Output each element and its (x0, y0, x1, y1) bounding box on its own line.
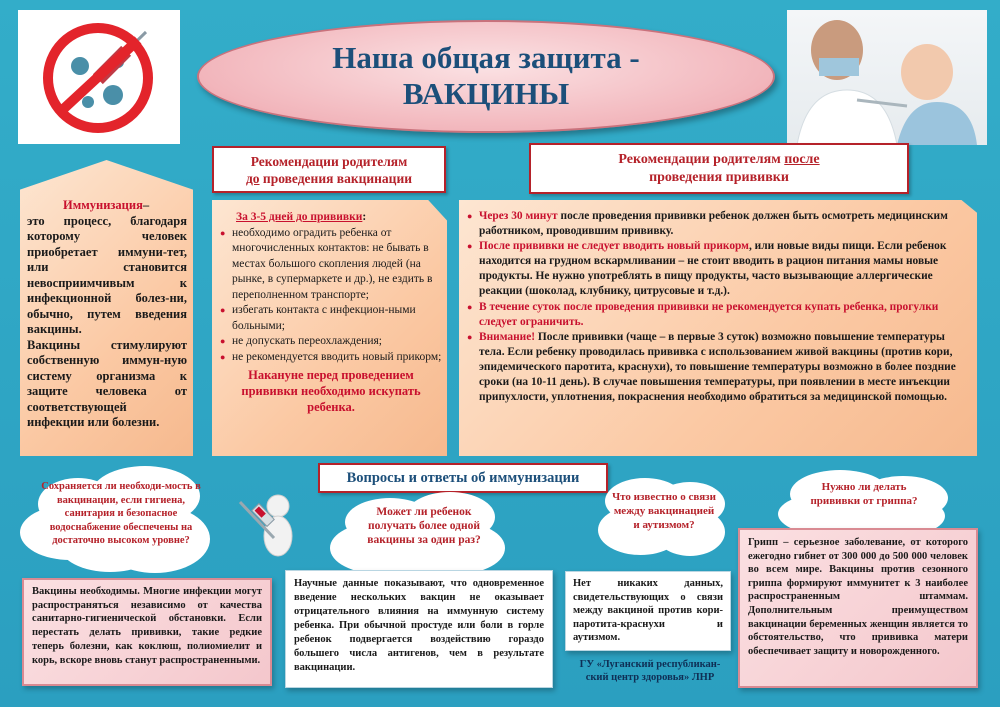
before-item: ● необходимо оградить ребенка от многочисленных контактов: не бывать в местах большого скопления людей (на рынке, в супермаркете и др.), не ездить в переполненном транспорте; (220, 226, 442, 304)
question-1: Сохраняется ли необходи-мость в вакцинации, если гигиена, санитария и безопасное водоснабжение обеспечены на достаточно высоком уровне? (41, 481, 201, 546)
immunization-term: Иммунизация (63, 198, 143, 212)
question-3: Что известно о связи между вакцинацией и аутизмом? (612, 491, 716, 531)
question-4: Нужно ли делать прививки от гриппа? (810, 481, 918, 507)
title-line-1: Наша общая защита - (332, 40, 640, 75)
before-content: За 3-5 дней до прививки: ● необходимо оградить ребенка от многочисленных контактов: не бывать в местах большого скопления людей (на рынке, в супермаркете и др.), не ездить в переполненном транспорте; ● избегать контакта с инфекцион-ными больными; ● не допускать переохлаждения; ● не рекомендуется вводить новый прикорм; Накануне перед проведением прививки необходимо искупать ребенка. (220, 210, 442, 415)
syringe-figure-icon (234, 492, 302, 564)
before-item: ● не рекомендуется вводить новый прикорм; (220, 350, 442, 366)
after-item: ● В течение суток после проведения прививки не рекомендуется купать ребенка, прогулки следует ограничить. (467, 300, 969, 330)
immunization-text: Иммунизация– это процесс, благодаря которому человек приобретает иммуни-тет, или становится невосприимчивым к инфекционной болез-ни, обычно, путем введения вакцины. Вакцины стимулируют собственную иммун-ную систему организма к защите человека от соответствующей инфекции или болезни. (27, 198, 187, 429)
answer-3: Нет никаких данных, свидетельствующих о связи между вакциной против кори-паротита-краснухи и аутизмом. (565, 571, 731, 651)
title-line-2: ВАКЦИНЫ (402, 76, 570, 111)
answer-2: Научные данные показывают, что одновременное введение нескольких вакцин не оказывает отрицательного влияния на иммунную систему ребенка. При обычной простуде или боли в горле ребенок подвергается воздействию гораздо большего числа антигенов, чем в результате вакцинации. (285, 570, 553, 688)
after-item: ● После прививки не следует вводить новый прикорм, или новые виды пищи. Если ребенок находится на грудном вскармливании – не стоит вводить в рацион питания мамы новые продукты. Не нужно употреблять в пищу продукты, часто вызывающие аллергические реакции (шоколад, клубнику, цитрусовые и т.д.). (467, 239, 969, 299)
page-title (197, 40, 775, 112)
after-content (467, 209, 969, 405)
immunization-definition: это процесс, благодаря которому человек приобретает иммуни-тет, или становится невосприимчивым к инфекционной болез-ни, обычно, путем введения вакцины. (27, 213, 187, 336)
before-title: Рекомендации родителям до проведения вакцинации (212, 146, 446, 193)
qa-title: Вопросы и ответы об иммунизации (318, 463, 608, 493)
organization-footer: ГУ «Луганский республикан-ский центр здоровья» ЛНР (579, 659, 721, 683)
answer-1: Вакцины необходимы. Многие инфекции могут распространяться независимо от качества санитарно-гигиенической обстановки. Если перестать делать прививки, такие редкие теперь болезни, как коклюш, полиомиелит и корь, вскоре вновь станут распространенными. (22, 578, 272, 686)
vaccines-stimulate: Вакцины стимулируют собственную иммун-ную систему организма к защите человека от соответствующей инфекции или болезни. (27, 337, 187, 429)
before-item: ● не допускать переохлаждения; (220, 334, 442, 350)
no-virus-icon (18, 10, 180, 144)
question-2: Может ли ребенок получать более одной вакцины за один раз? (367, 506, 481, 546)
after-title: Рекомендации родителям после проведения прививки (529, 143, 909, 194)
before-item: ● избегать контакта с инфекцион-ными больными; (220, 303, 442, 334)
after-item: ● Через 30 минут после проведения прививки ребенок должен быть осмотреть медицинским работником, проводившим прививку. (467, 209, 969, 239)
before-lead: За 3-5 дней до прививки (236, 211, 363, 223)
answer-4: Грипп – серьезное заболевание, от которого ежегодно гибнет от 300 000 до 500 000 человек во всем мире. Вакцины против сезонного гриппа формируют иммунитет к 3 наиболее распространенным штаммам. Дополнительным преимуществом вакцинации беременных женщин является то обстоятельство, что прививка матери обеспечивает защиту и новорожденного. (738, 528, 978, 688)
before-note: Накануне перед проведением прививки необходимо искупать ребенка. (241, 368, 421, 414)
after-item: ● Внимание! После прививки (чаще – в первые 3 суток) возможно повышение температуры тела. Если ребенку проводилась прививка с использованием живой вакцины (против кори, эпидемического паротита, краснухи), то повышение температуры возможно в более поздние сроки (на 10-11 день). В случае повышения температуры, при появлении в месте инъекции припухлости, уплотнения, покраснения необходимо обратиться за медицинской помощью. (467, 330, 969, 405)
nurse-baby-photo (787, 10, 987, 145)
